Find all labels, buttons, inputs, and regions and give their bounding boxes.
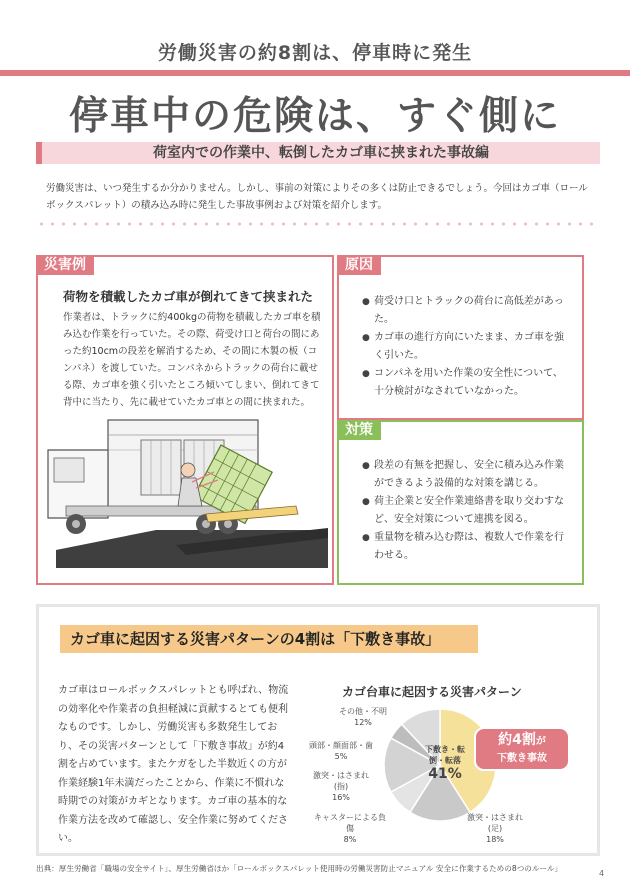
header-subtitle: 労働災害の約8割は、停車時に発生 xyxy=(157,42,473,64)
slice-value: 16% xyxy=(332,793,350,802)
truck-illustration xyxy=(46,410,328,568)
pie-label-head xyxy=(306,740,376,762)
callout-main: 約4割 xyxy=(498,732,536,748)
pattern-body: カゴ車はロールボックスパレットとも呼ばれ、物流の効率化や作業者の負担軽減に貢献するとても便利なものです。しかし、労働災害も多数発生しており、その災害パターンとして「下敷き事故」が約4割を占めています。またケガをした半数近くの方が作業経験1年未満だったことから、作業に不慣れな時期での対策がカギとなります。カゴ車の基本的な作業方法を改めて確認し、安全作業に努めてください。 xyxy=(58,685,289,844)
callout-bubble xyxy=(474,727,570,771)
slice-label: 激突・はさまれ(指) xyxy=(313,771,369,791)
case-body: 作業者は、トラックに約400kgの荷物を積載したカゴ車を積み込む作業を行っていた。その際、荷受け口と荷台の間にあった約10cmの段差を解消するため、その間に木製の板（コンパネ）を渡していた。コンパネからトラックの荷台に載せる際、カゴ車を強く引いたところ傾いてしまい、倒れてきて背中に当たり、先に載せていたカゴ車との間に挟まれた。 xyxy=(63,312,321,408)
measure-item: ● 荷主企業と安全作業連絡書を取り交わすなど、安全対策について連携を図る。 xyxy=(362,493,572,529)
slice-label: 下敷き・転倒・転落 xyxy=(425,745,465,765)
pie-label-main xyxy=(423,744,467,782)
cause-item: ● カゴ車の進行方向にいたまま、カゴ車を強く引いた。 xyxy=(362,329,572,365)
slice-label: 頭部・顔面部・歯 xyxy=(309,741,373,750)
cause-item: ● 荷受け口とトラックの荷台に高低差があった。 xyxy=(362,293,572,329)
measure-list xyxy=(362,457,572,565)
source-note: 出典：厚生労働省「職場の安全サイト」、厚生労働省ほか「ロールボックスパレット使用時の労働災害防止マニュアル 安全に作業するための8つのルール」 xyxy=(36,864,563,873)
slice-label: 激突・はさまれ(足) xyxy=(467,813,523,833)
cause-list xyxy=(362,293,572,401)
section-band xyxy=(36,142,600,164)
measure-item: ● 重量物を積み込む際は、複数人で作業を行わせる。 xyxy=(362,529,572,565)
pattern-heading-bar xyxy=(60,625,478,653)
chart-title: カゴ台車に起因する災害パターン xyxy=(342,685,522,699)
slice-value: 8% xyxy=(343,835,357,844)
measure-item: ● 段差の有無を把握し、安全に積み込み作業ができるよう設備的な対策を講じる。 xyxy=(362,457,572,493)
case-heading: 荷物を積載したカゴ車が倒れてきて挟まれた xyxy=(63,289,314,304)
cause-item: ● コンパネを用いた作業の安全性について、十分検討がなされていなかった。 xyxy=(362,365,572,401)
header-rule xyxy=(0,70,630,76)
slice-value: 5% xyxy=(334,752,348,761)
pattern-heading: カゴ車に起因する災害パターンの4割は「下敷き事故」 xyxy=(70,630,441,648)
page-title: 停車中の危険は、すぐ側に xyxy=(68,94,561,139)
dotted-divider xyxy=(36,222,594,226)
slice-value: 12% xyxy=(354,718,372,727)
intro-text: 労働災害は、いつ発生するか分かりません。しかし、事前の対策によりその多くは防止できるでしょう。今回はカゴ車（ロールボックスパレット）の積み込み時に発生した事故事例および対策を紹介します。 xyxy=(46,183,588,211)
callout-suffix: が xyxy=(535,736,546,747)
pie-label-finger xyxy=(306,770,376,803)
slice-value: 41% xyxy=(428,766,462,782)
pie-label-other xyxy=(338,706,388,728)
slice-value: 18% xyxy=(486,835,504,844)
section-band-label: 荷室内での作業中、転倒したカゴ車に挟まれた事故編 xyxy=(153,145,489,161)
pie-label-foot xyxy=(460,812,530,845)
callout-sub: 下敷き事故 xyxy=(497,753,547,764)
slice-label: キャスターによる負傷 xyxy=(314,813,386,833)
page-number: 4 xyxy=(599,869,605,878)
measure-tag: 対策 xyxy=(337,420,381,440)
case-tag: 災害例 xyxy=(36,255,94,275)
pie-label-caster xyxy=(312,812,388,845)
slice-label: その他・不明 xyxy=(339,707,387,716)
cause-tag: 原因 xyxy=(337,255,381,275)
